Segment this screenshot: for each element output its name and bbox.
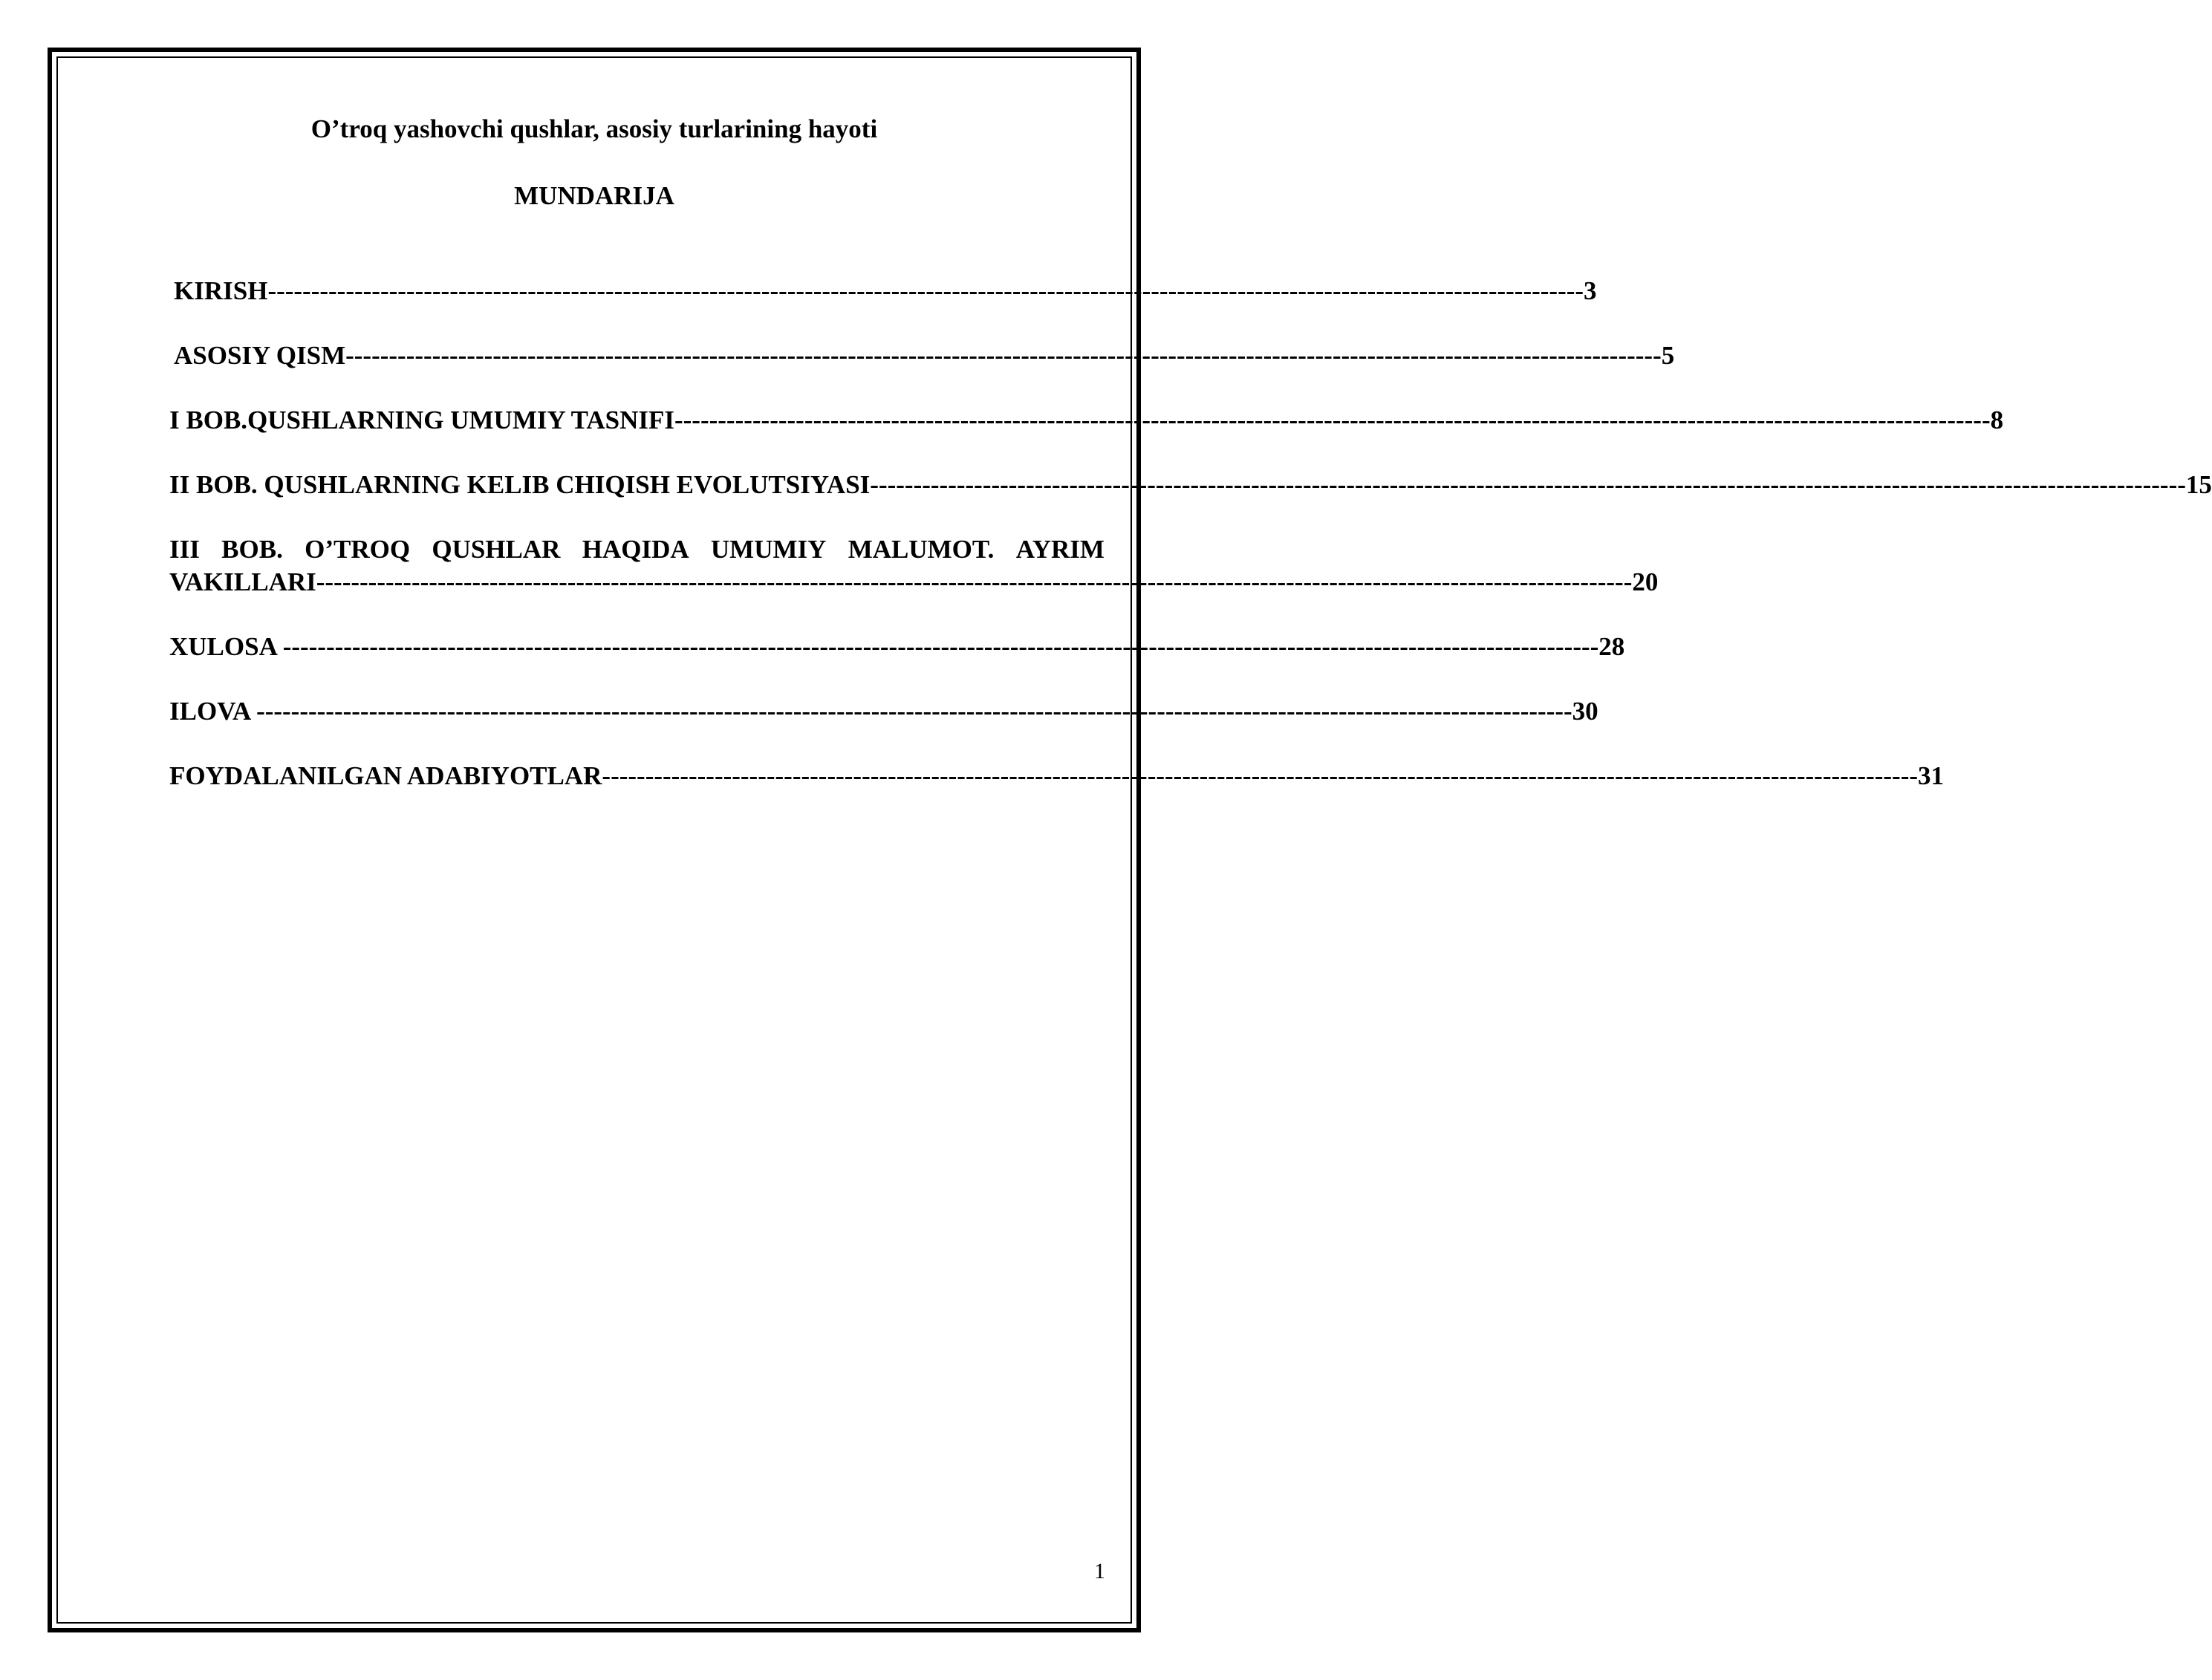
page-number: 1: [1094, 1559, 1105, 1583]
toc-leader: --------------------------------------------------------------------------------------------------------------------------------------------------------: [282, 632, 1599, 661]
toc-entry-label: FOYDALANILGAN ADABIYOTLAR: [169, 761, 602, 790]
toc-leader: --------------------------------------------------------------------------------------------------------------------------------------------------------: [602, 761, 1919, 790]
toc-entry-label: KIRISH: [174, 276, 268, 305]
toc-entry-page: 31: [1918, 761, 1945, 790]
toc-entry-label: II BOB. QUSHLARNING KELIB CHIQISH EVOLUTSIYASI: [169, 470, 871, 499]
toc-entry-asosiy-qism[interactable]: [174, 339, 1675, 372]
toc-leader: --------------------------------------------------------------------------------------------------------------------------------------------------------: [256, 697, 1572, 726]
toc-entry-ilova[interactable]: [169, 695, 1598, 728]
toc-heading: MUNDARIJA: [514, 181, 674, 210]
toc-entry-label: XULOSA: [169, 632, 283, 661]
toc-entry-label: ASOSIY QISM: [174, 341, 346, 370]
toc-leader: --------------------------------------------------------------------------------------------------------------------------------------------------------: [674, 406, 1991, 434]
toc-word: O’TROQ: [305, 535, 411, 564]
toc-entry-i-bob[interactable]: [169, 404, 2004, 437]
toc-entry-page: 15: [2185, 470, 2212, 499]
toc-word: III: [169, 535, 200, 564]
document-title: O’troq yashovchi qushlar, asosiy turlarining hayoti: [310, 114, 878, 143]
toc-leader: --------------------------------------------------------------------------------------------------------------------------------------------------------: [316, 567, 1633, 596]
toc-entry-kirish[interactable]: [174, 275, 1597, 307]
toc-leader: --------------------------------------------------------------------------------------------------------------------------------------------------------: [870, 470, 2186, 499]
toc-leader: --------------------------------------------------------------------------------------------------------------------------------------------------------: [345, 341, 1662, 370]
toc-entry-label: VAKILLARI: [169, 567, 316, 596]
toc-leader: --------------------------------------------------------------------------------------------------------------------------------------------------------: [267, 276, 1584, 305]
toc-word: BOB.: [221, 535, 283, 564]
toc-entry-page: 20: [1632, 567, 1659, 596]
toc-entry-label: ILOVA: [169, 697, 257, 726]
toc-word: MALUMOT.: [848, 535, 995, 564]
toc-entry-iii-bob-line2[interactable]: [169, 566, 1659, 599]
toc-entry-xulosa[interactable]: [169, 631, 1625, 663]
toc-entry-page: 3: [1584, 276, 1597, 305]
toc-word: HAQIDA: [582, 535, 689, 564]
toc-word: QUSHLAR: [432, 535, 561, 564]
toc-entry-page: 30: [1572, 697, 1598, 726]
toc-entry-label: I BOB.QUSHLARNING UMUMIY TASNIFI: [169, 406, 674, 434]
toc-word: AYRIM: [1015, 535, 1105, 564]
toc-word: UMUMIY: [710, 535, 827, 564]
toc-entry-foydalanilgan-adabiyotlar[interactable]: [169, 760, 1945, 792]
toc-entry-iii-bob-line1[interactable]: [169, 533, 1105, 566]
toc-entry-page: 8: [1990, 406, 2004, 434]
toc-entry-page: 28: [1598, 632, 1625, 661]
toc-entry-ii-bob[interactable]: [169, 469, 2212, 501]
toc-entry-page: 5: [1661, 341, 1675, 370]
